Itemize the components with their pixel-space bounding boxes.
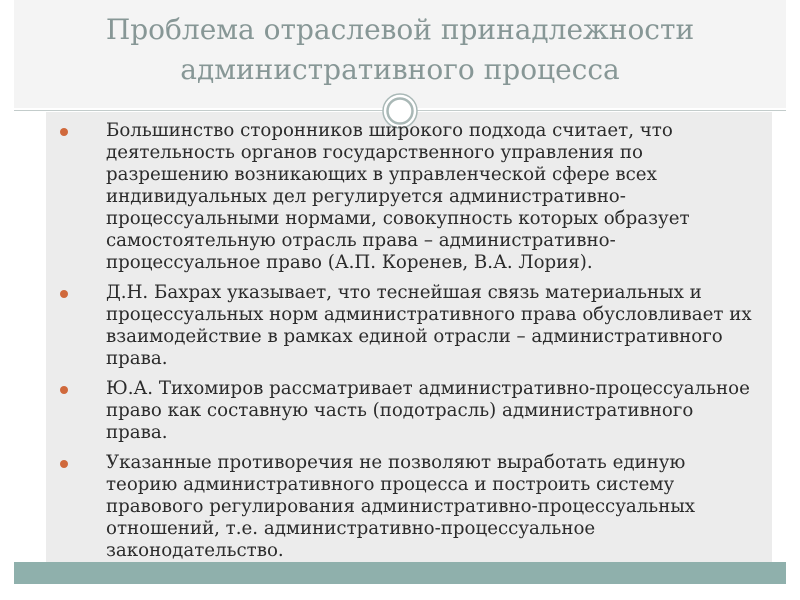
bottom-accent-bar — [14, 562, 786, 584]
bullet-text-1: Большинство сторонников широкого подхода считает, что деятельность органов государственного управления по разрешению возникающих в управленческой сфере всех индивидуальных дел регулируется административно-процессуальными нормами, совокупность которых образует самостоятельную отрасль права – административно-процессуальное право (А.П. Коренев, В.А. Лория). — [106, 120, 690, 273]
bullet-text-2: Д.Н. Бахрах указывает, что теснейшая связь материальных и процессуальных норм административного права обусловливает их взаимодействие в рамках единой отрасли – административного права. — [106, 282, 752, 369]
bullet-list — [58, 120, 758, 570]
bullet-item-4 — [58, 452, 758, 562]
bullet-item-3 — [58, 378, 758, 444]
bullet-text-3: Ю.А. Тихомиров рассматривает административно-процессуальное право как составную часть (подотрасль) административного права. — [106, 378, 750, 443]
slide-title — [14, 10, 786, 90]
bullet-item-2 — [58, 282, 758, 370]
bullet-dot-icon — [60, 290, 68, 298]
bullet-dot-icon — [60, 460, 68, 468]
slide-title-line-2: административного процесса — [180, 53, 620, 86]
bullet-text-4: Указанные противоречия не позволяют выработать единую теорию административного процесса и построить систему правового регулирования административно-процессуальных отношений, т.е. административно-процессуальное законодательство. — [106, 452, 696, 561]
bullet-item-1 — [58, 120, 758, 274]
bullet-dot-icon — [60, 386, 68, 394]
bullet-dot-icon — [60, 128, 68, 136]
slide-title-line-1: Проблема отраслевой принадлежности — [105, 13, 695, 46]
